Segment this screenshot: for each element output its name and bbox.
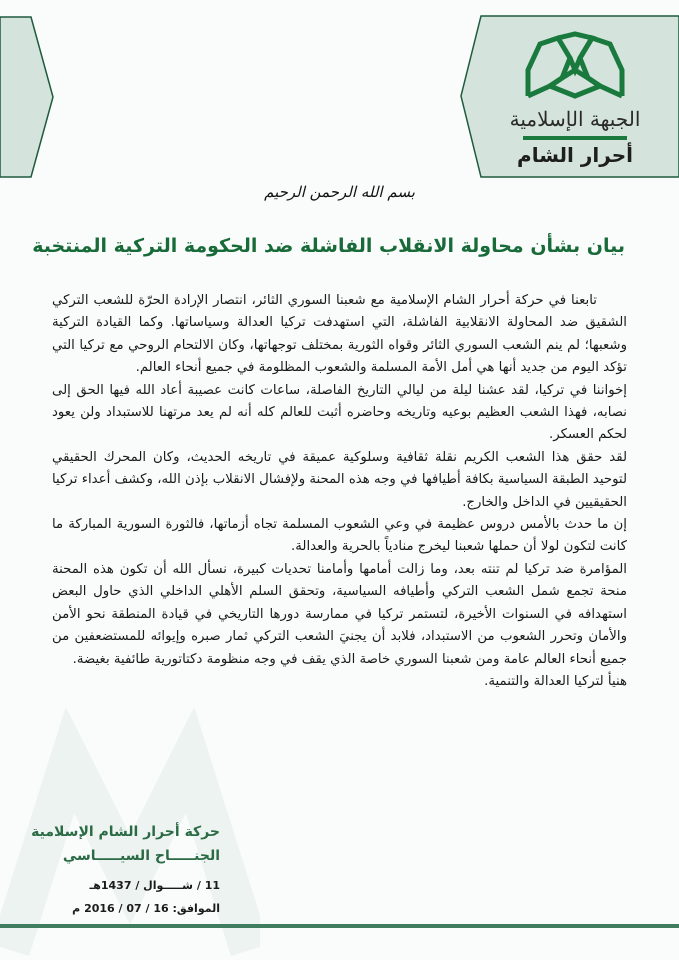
logo-calligraphy: الجبهة الإسلامية <box>509 107 641 131</box>
gregorian-date: الموافق: 16 / 07 / 2016 م <box>72 902 220 915</box>
paragraph: تابعنا في حركة أحرار الشام الإسلامية مع شعبنا السوري الثائر، انتصار الإرادة الحرّة للشعب التركي الشقيق ضد المحاولة الانقلابية الفاشلة، التي استهدفت تركيا العدالة وسياساتها. وكما القيادة التركية وشعبها؛ لم ينم الشعب السوري الثائر وقواه الثورية بمختلف توجهاتها، وكان الالتحام الروحي مع تركيا التي تؤكد اليوم من جديد أنها هي أمل الأمة المسلمة والشعوب المظلومة في جميع أنحاء العالم. <box>52 293 627 376</box>
left-hexagon-decoration <box>0 0 60 185</box>
logo-subtitle: أحرار الشام <box>517 143 633 167</box>
hijri-date: 11 / شـــــوال / 1437هـ <box>89 879 220 892</box>
footer-divider <box>0 924 679 928</box>
statement-title: بيان بشأن محاولة الانقلاب الفاشلة ضد الحكومة التركية المنتخبة <box>32 235 625 257</box>
logo-divider <box>523 136 627 140</box>
paragraph: هنيأ لتركيا العدالة والتنمية. <box>484 673 627 689</box>
signature-organization: حركة أحرار الشام الإسلامية <box>31 824 220 840</box>
signature-block <box>31 820 220 920</box>
paragraph: إن ما حدث بالأمس دروس عظيمة في وعي الشعوب المسلمة تجاه أزماتها، فالثورة السورية المباركة ما كانت لتكون لولا أن حملها شعبنا ليخرج منادياً بالحرية والعدالة. <box>52 517 627 555</box>
basmala: بسم الله الرحمن الرحيم <box>264 183 415 201</box>
paragraph: لقد حقق هذا الشعب الكريم نقلة ثقافية وسلوكية عميقة في تاريخه الحديث، وكان المحرك الحقيقي لتوحيد الطبقة السياسية بكافة أطيافها في وجه هذه المحنة ولإفشال الانقلاب بإذن الله، وكشف أعداء تركيا الحقيقيين في الداخل والخارج. <box>52 449 627 510</box>
paragraph: المؤامرة ضد تركيا لم تنته بعد، وما زالت أمامها وأمامنا تحديات كبيرة، نسأل الله أن تكون هذه المحنة منحة تجمع شمل الشعب التركي وأطيافه السياسية، وتحقق السلم الأهلي الداخلي الذي حاول البعض استهدافه في السنوات الأخيرة، لتستمر تركيا في ممارسة دورها التاريخي في قيادة المنطقة نحو الأمن والأمان وتحرر الشعوب من الاستبداد، فلابد أن يجنيَ الشعب التركي ثمار صبره وإيوائه للمستضعفين من جميع أنحاء العالم عامة ومن شعبنا السوري خاصة الذي يقف في وجه منظومة دكتاتورية طائفية بغيضة. <box>52 561 627 667</box>
emblem-icon <box>520 30 630 100</box>
signature-department: الجنـــــاح السيـــــاسي <box>62 848 220 864</box>
organization-logo <box>505 30 645 167</box>
paragraph: إخواننا في تركيا، لقد عشنا ليلة من ليالي التاريخ الفاصلة، ساعات كانت عصيبة أعاد الله فيها الحق إلى نصابه، فهذا الشعب العظيم بوعيه وتاريخه وحاضره أثبت للعالم كله أنه لم يعد مرتهنا للاستبداد ولن يعود لحكم العسكر. <box>52 382 627 443</box>
statement-body <box>52 290 627 693</box>
